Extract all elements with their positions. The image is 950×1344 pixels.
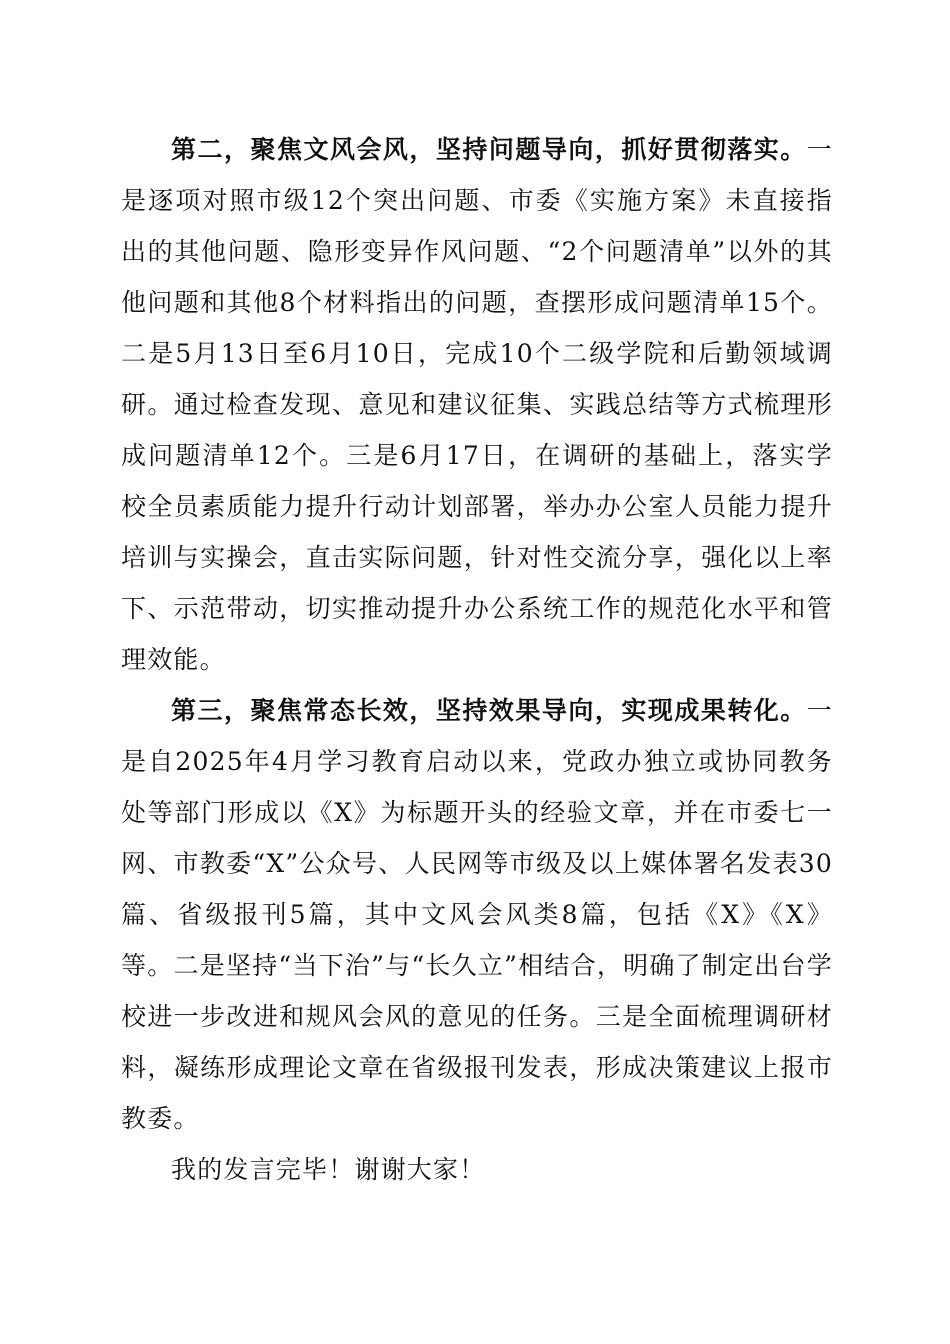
- paragraph-text: 我的发言完毕！谢谢大家！: [171, 1155, 486, 1184]
- paragraph-text: 一是逐项对照市级12个突出问题、市委《实施方案》未直接指出的其他问题、隐形变异作风问题、“2个问题清单”以外的其他问题和其他8个材料指出的问题，查摆形成问题清单15个。二是5月13日至6月10日，完成10个二级学院和后勤领域调研。通过检查发现、意见和建议征集、实践总结等方式梳理形成问题清单12个。三是6月17日，在调研的基础上，落实学校全员素质能力提升行动计划部署，举办办公室人员能力提升培训与实操会，直击实际问题，针对性交流分享，强化以上率下、示范带动，切实推动提升办公系统工作的规范化水平和管理效能。: [121, 135, 833, 674]
- paragraph-third: [121, 685, 833, 1144]
- document-body: [121, 124, 833, 1195]
- paragraph-lead: 第三，聚焦常态长效，坚持效果导向，实现成果转化。: [171, 696, 807, 725]
- paragraph-second: [121, 124, 833, 685]
- paragraph-lead: 第二，聚焦文风会风，坚持问题导向，抓好贯彻落实。: [171, 135, 807, 164]
- paragraph-text: 一是自2025年4月学习教育启动以来，党政办独立或协同教务处等部门形成以《X》为标题开头的经验文章，并在市委七一网、市教委“X”公众号、人民网等市级及以上媒体署名发表30篇、省级报刊5篇，其中文风会风类8篇，包括《X》《X》等。二是坚持“当下治”与“长久立”相结合，明确了制定出台学校进一步改进和规风会风的意见的任务。三是全面梳理调研材料，凝练形成理论文章在省级报刊发表，形成决策建议上报市教委。: [121, 696, 833, 1133]
- paragraph-closing: [121, 1144, 833, 1195]
